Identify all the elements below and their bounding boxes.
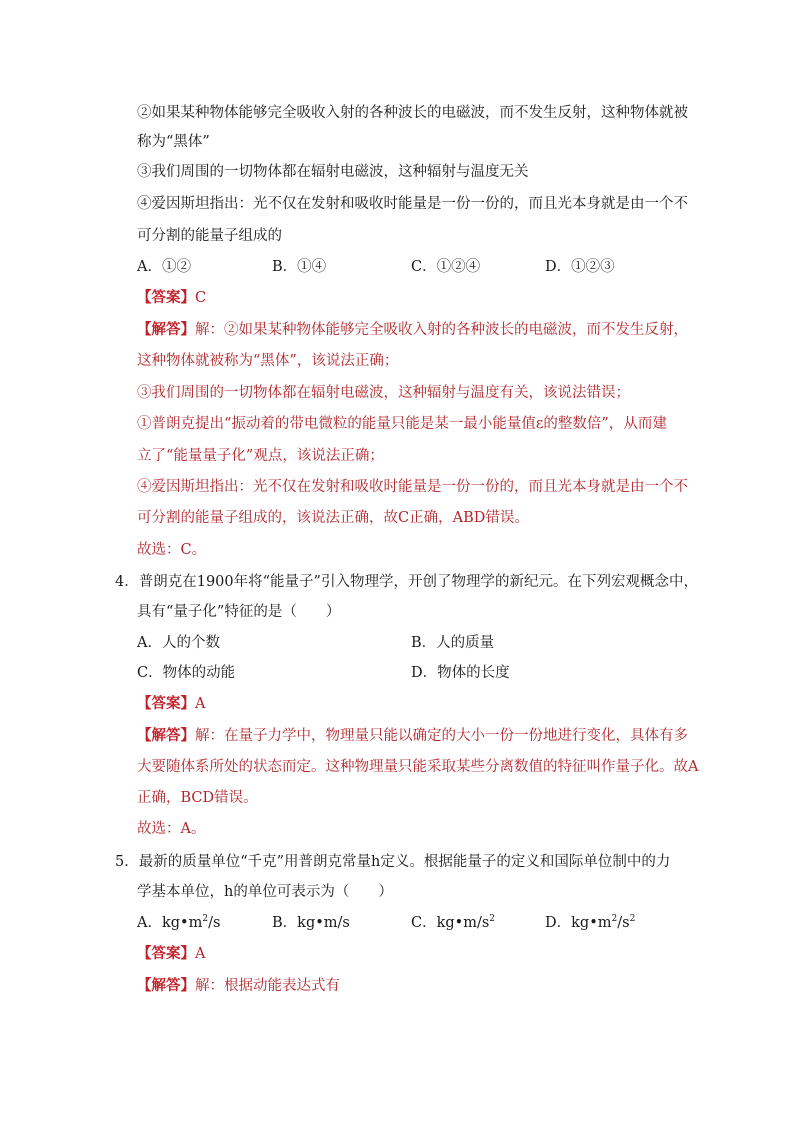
q5-answer	[137, 944, 205, 964]
q5-option-d: D．$kg•m^2/s^2$	[545, 914, 636, 931]
q3-statement-2-cont: 称为“黑体”	[137, 134, 210, 150]
q4-stem-cont: 具有“量子化”特征的是（ ）	[137, 604, 341, 620]
q4-answer	[137, 694, 205, 714]
explain-label: 【解答】	[137, 977, 195, 994]
q3-option-d: D．①②③	[545, 259, 615, 275]
q5-option-c: C．$kg•m/s^2$	[411, 914, 496, 931]
explain-label: 【解答】	[137, 321, 195, 338]
q4-conclusion: 故选：A。	[137, 821, 206, 837]
q4-stem: 4．普朗克在1900年将“能量子”引入物理学，开创了物理学的新纪元。在下列宏观概念中，	[115, 574, 698, 590]
q4-explain-line-1: 【解答】解：在量子力学中，物理量只能以确定的大小一份一份地进行变化，具体有多	[137, 727, 688, 744]
q3-conclusion: 故选：C。	[137, 542, 207, 558]
q3-explain-line-2: 这种物体就被称为“黑体”，该说法正确；	[137, 353, 399, 369]
q3-explain-line-1: 【解答】解：②如果某种物体能够完全吸收入射的各种波长的电磁波，而不发生反射，	[137, 321, 688, 338]
q5-option-b: B．kg•m/s	[272, 915, 350, 931]
q4-option-a: A．人的个数	[137, 635, 220, 651]
q5-stem: 5．最新的质量单位“千克”用普朗克常量h定义。根据能量子的定义和国际单位制中的力	[115, 854, 671, 870]
q3-option-b: B．①④	[272, 259, 327, 275]
q4-explain-line-3: 正确，BCD错误。	[137, 790, 258, 806]
q3-statement-3: ③我们周围的一切物体都在辐射电磁波，这种辐射与温度无关	[137, 164, 529, 180]
q4-option-d: D．物体的长度	[411, 665, 510, 681]
q4-explain-line-2: 大要随体系所处的状态而定。这种物理量只能采取某些分离数值的特征叫作量子化。故A	[137, 759, 699, 775]
answer-value: A	[195, 696, 206, 712]
answer-label: 【答案】	[137, 289, 195, 306]
answer-label: 【答案】	[137, 945, 195, 962]
q5-stem-cont: 学基本单位，h的单位可表示为（ ）	[137, 884, 393, 900]
answer-label: 【答案】	[137, 695, 195, 712]
q4-option-c: C．物体的动能	[137, 665, 236, 681]
q3-explain-line-5: 立了“能量量子化”观点，该说法正确；	[137, 448, 384, 464]
q3-explain-line-6: ④爱因斯坦指出：光不仅在发射和吸收时能量是一份一份的，而且光本身就是由一个不	[137, 479, 688, 495]
q3-option-a: A．①②	[137, 259, 191, 275]
q3-explain-line-7: 可分割的能量子组成的，该说法正确，故C正确，ABD错误。	[137, 510, 529, 526]
answer-value: A	[195, 946, 206, 962]
q5-explain-line-1: 【解答】解：根据动能表达式有	[137, 977, 340, 994]
q5-option-a: A．$kg•m^2/s$	[137, 914, 221, 931]
answer-value: C	[195, 290, 207, 306]
q3-explain-line-3: ③我们周围的一切物体都在辐射电磁波，这种辐射与温度有关，该说法错误；	[137, 385, 630, 401]
q3-statement-4: ④爱因斯坦指出：光不仅在发射和吸收时能量是一份一份的，而且光本身就是由一个不	[137, 196, 688, 212]
q3-answer	[137, 288, 206, 308]
q3-statement-2: ②如果某种物体能够完全吸收入射的各种波长的电磁波，而不发生反射，这种物体就被	[137, 105, 688, 121]
explain-label: 【解答】	[137, 727, 195, 744]
q3-explain-line-4: ①普朗克提出“振动着的带电微粒的能量只能是某一最小能量值ε的整数倍”，从而建	[137, 416, 667, 432]
q4-option-b: B．人的质量	[411, 635, 495, 651]
q3-option-c: C．①②④	[411, 259, 481, 275]
q3-statement-4-cont: 可分割的能量子组成的	[137, 228, 282, 244]
